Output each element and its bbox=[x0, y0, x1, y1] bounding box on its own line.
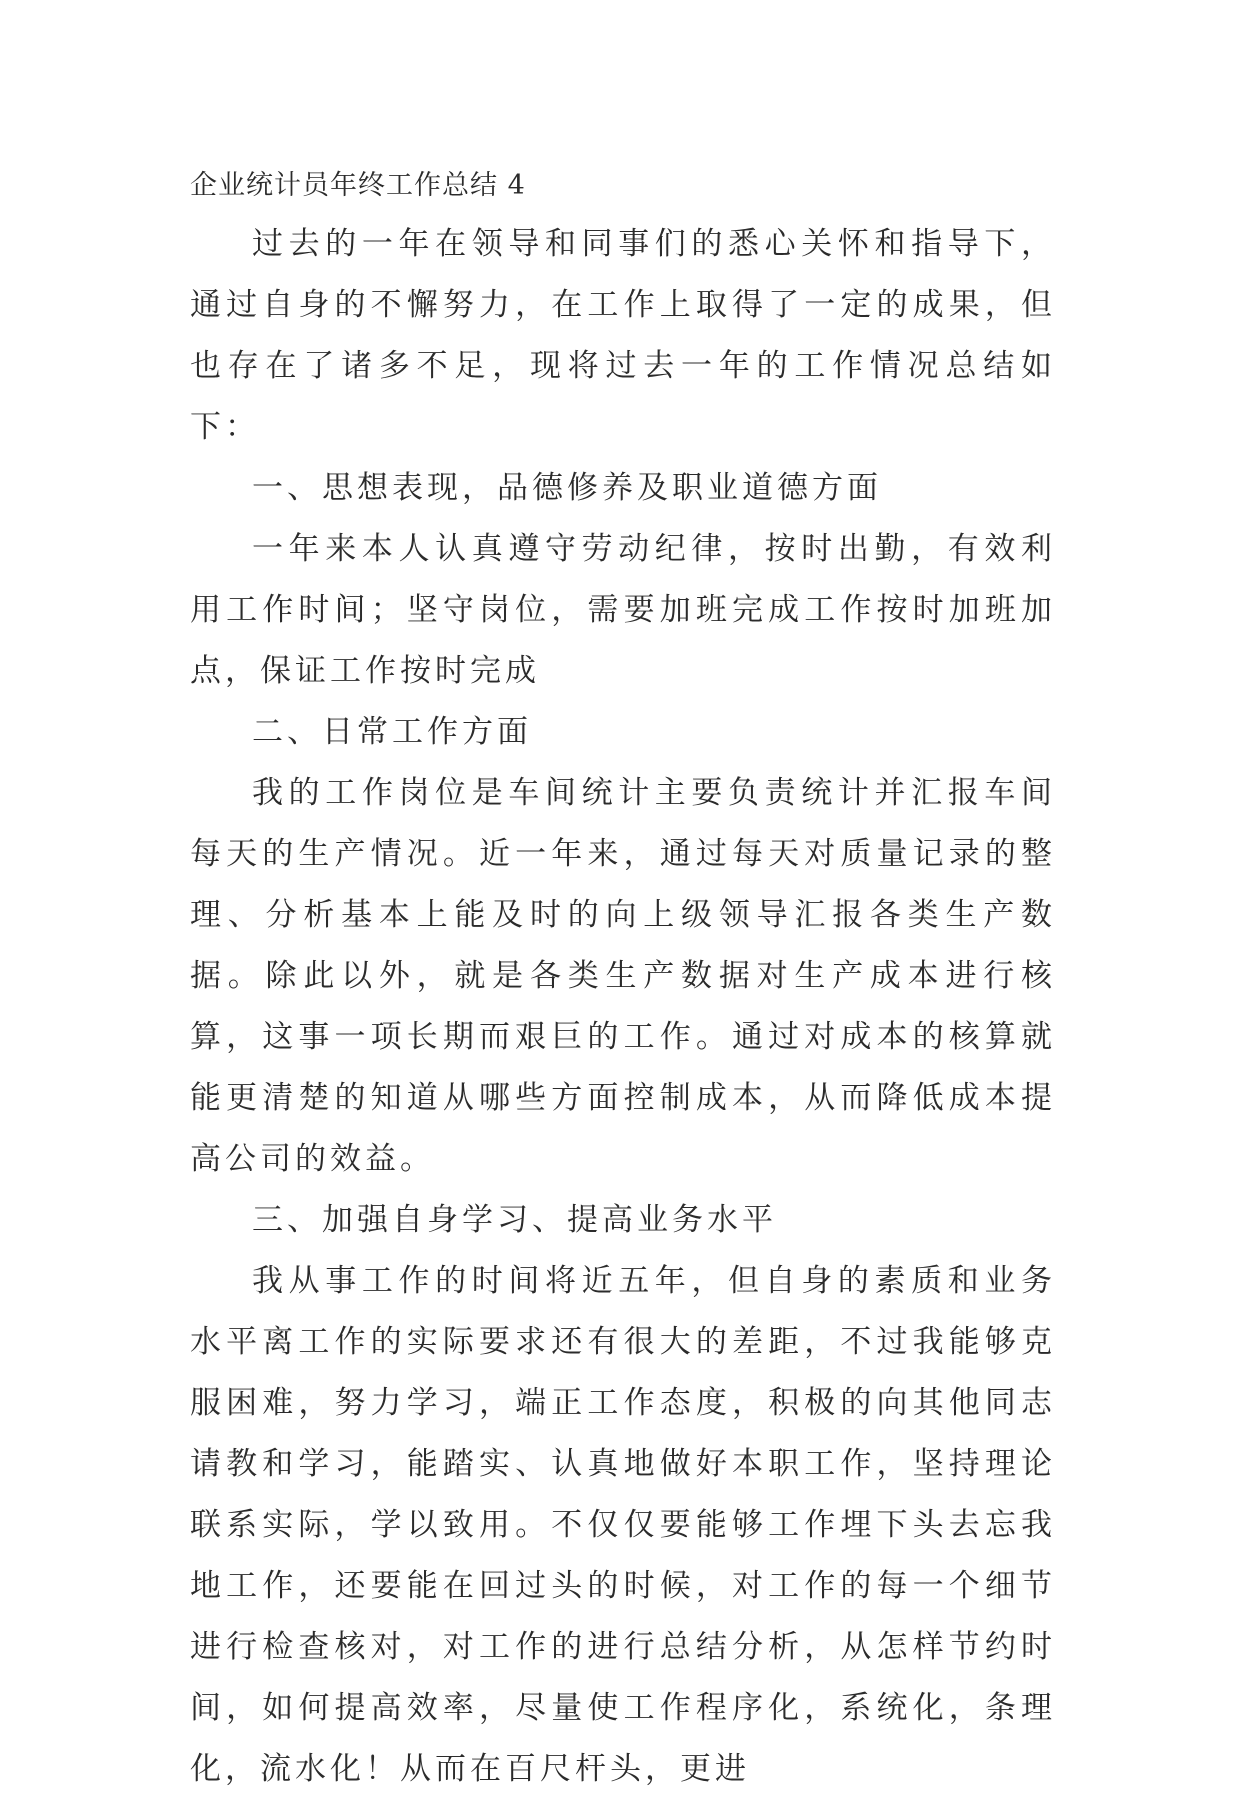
section-1-paragraph: 一年来本人认真遵守劳动纪律，按时出勤，有效利用工作时间；坚守岗位，需要加班完成工作按时加班加点，保证工作按时完成 bbox=[190, 531, 1056, 689]
section-3-paragraph: 我从事工作的时间将近五年，但自身的素质和业务水平离工作的实际要求还有很大的差距，不过我能够克服困难，努力学习，端正工作态度，积极的向其他同志请教和学习，能踏实、认真地做好本职工作，坚持理论联系实际，学以致用。不仅仅要能够工作埋下头去忘我地工作，还要能在回过头的时候，对工作的每一个细节进行检查核对，对工作的进行总结分析，从怎样节约时间，如何提高效率，尽量使工作程序化，系统化，条理化，流水化！从而在百尺杆头，更进 bbox=[190, 1263, 1056, 1787]
section-heading-3: 三、加强自身学习、提高业务水平 bbox=[252, 1202, 777, 1238]
section-2-paragraph: 我的工作岗位是车间统计主要负责统计并汇报车间每天的生产情况。近一年来，通过每天对质量记录的整理、分析基本上能及时的向上级领导汇报各类生产数据。除此以外，就是各类生产数据对生产成本进行核算，这事一项长期而艰巨的工作。通过对成本的核算就能更清楚的知道从哪些方面控制成本，从而降低成本提高公司的效益。 bbox=[190, 775, 1056, 1177]
document-title: 企业统计员年终工作总结 4 bbox=[190, 170, 526, 201]
section-heading-2: 二、日常工作方面 bbox=[252, 714, 532, 750]
document-body bbox=[190, 158, 1056, 1800]
intro-paragraph: 过去的一年在领导和同事们的悉心关怀和指导下，通过自身的不懈努力，在工作上取得了一定的成果，但也存在了诸多不足，现将过去一年的工作情况总结如下： bbox=[190, 226, 1056, 445]
section-heading-1: 一、思想表现，品德修养及职业道德方面 bbox=[252, 470, 882, 506]
